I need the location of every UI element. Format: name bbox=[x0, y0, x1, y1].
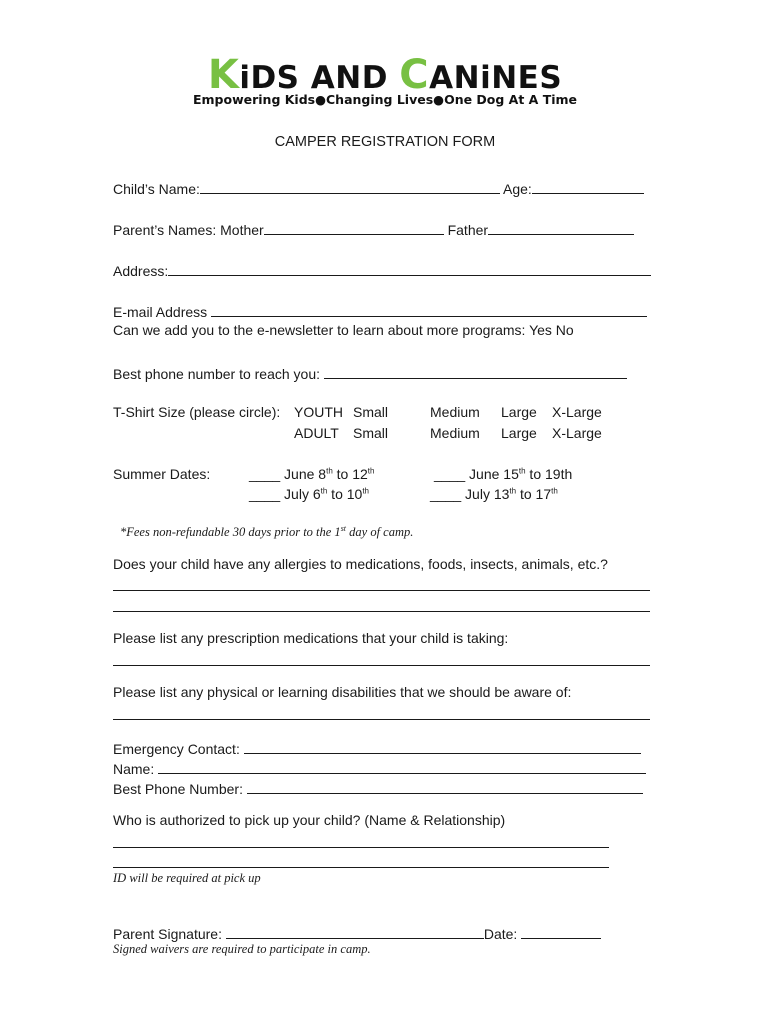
emergency-field[interactable] bbox=[244, 738, 641, 754]
date-blank[interactable]: ____ bbox=[249, 466, 281, 482]
name-row bbox=[113, 758, 646, 777]
date-end: to 19th bbox=[525, 466, 573, 482]
signature-field[interactable] bbox=[226, 923, 484, 939]
ordinal: th bbox=[551, 486, 558, 496]
date-blank[interactable]: ____ bbox=[430, 486, 462, 502]
allergies-question: Does your child have any allergies to medications, foods, insects, animals, etc.? bbox=[113, 556, 608, 572]
child-name-row bbox=[113, 178, 644, 197]
fee-note-text-end: day of camp. bbox=[346, 525, 414, 539]
date-option-june-15[interactable] bbox=[434, 466, 572, 482]
date-blank[interactable]: ____ bbox=[249, 486, 281, 502]
email-label: E-mail Address bbox=[113, 304, 208, 320]
father-label: Father bbox=[447, 222, 489, 238]
pickup-field-2[interactable] bbox=[113, 867, 609, 868]
address-field[interactable] bbox=[168, 260, 651, 276]
mother-field[interactable] bbox=[264, 219, 444, 235]
date-label: Date: bbox=[483, 926, 518, 942]
phone-label: Best phone number to reach you: bbox=[113, 366, 321, 382]
tshirt-label: T-Shirt Size (please circle): bbox=[113, 404, 281, 420]
disabilities-field[interactable] bbox=[113, 719, 650, 720]
date-end: to 10 bbox=[327, 486, 363, 502]
date-end: to 17 bbox=[516, 486, 552, 502]
tshirt-adult: ADULT bbox=[294, 425, 339, 441]
date-start: June 15 bbox=[469, 466, 519, 482]
ordinal: th bbox=[320, 486, 328, 496]
logo-text-anines: ANiNES bbox=[429, 60, 563, 96]
date-option-july-6[interactable] bbox=[249, 486, 369, 502]
fee-note-text: *Fees non-refundable 30 days prior to the 1 bbox=[120, 525, 341, 539]
ordinal: st bbox=[340, 523, 347, 533]
child-name-label: Child’s Name: bbox=[113, 181, 200, 197]
date-start: July 6 bbox=[284, 486, 321, 502]
date-option-june-8[interactable] bbox=[249, 466, 374, 482]
adult-small[interactable]: Small bbox=[353, 425, 389, 441]
logo-letter-k: K bbox=[207, 52, 240, 98]
name-label: Name: bbox=[113, 761, 155, 777]
medications-field[interactable] bbox=[113, 665, 650, 666]
date-start: July 13 bbox=[465, 486, 510, 502]
pickup-field-1[interactable] bbox=[113, 847, 609, 848]
id-note: ID will be required at pick up bbox=[113, 871, 261, 885]
summer-dates-label: Summer Dates: bbox=[113, 466, 211, 482]
phone-row bbox=[113, 363, 627, 382]
allergies-field-1[interactable] bbox=[113, 590, 650, 591]
youth-xlarge[interactable]: X-Large bbox=[552, 404, 602, 420]
waiver-note: Signed waivers are required to participate in camp. bbox=[113, 942, 371, 956]
ordinal: th bbox=[518, 466, 526, 476]
pickup-question: Who is authorized to pick up your child? (Name & Relationship) bbox=[113, 812, 506, 828]
ordinal: th bbox=[326, 466, 333, 476]
newsletter-question: Can we add you to the e-newsletter to learn about more programs: Yes No bbox=[113, 322, 574, 338]
youth-small[interactable]: Small bbox=[353, 404, 389, 420]
tshirt-youth: YOUTH bbox=[294, 404, 343, 420]
best-phone-field[interactable] bbox=[247, 778, 643, 794]
youth-large[interactable]: Large bbox=[501, 404, 537, 420]
age-label: Age: bbox=[503, 181, 532, 197]
mother-label: Parent’s Names: Mother bbox=[113, 222, 264, 238]
address-row bbox=[113, 260, 651, 279]
logo-text-ids-and: iDS AND bbox=[239, 60, 400, 96]
adult-xlarge[interactable]: X-Large bbox=[552, 425, 602, 441]
form-title: CAMPER REGISTRATION FORM bbox=[274, 134, 496, 150]
child-name-field[interactable] bbox=[200, 178, 500, 194]
allergies-field-2[interactable] bbox=[113, 611, 650, 612]
email-field[interactable] bbox=[211, 301, 647, 317]
best-phone-label: Best Phone Number: bbox=[113, 781, 243, 797]
logo-letter-c: C bbox=[399, 52, 430, 98]
disabilities-question: Please list any physical or learning disabilities that we should be aware of: bbox=[113, 684, 572, 700]
date-option-july-13[interactable] bbox=[430, 486, 558, 502]
date-start: June 8 bbox=[284, 466, 327, 482]
logo-tagline: Empowering Kids●Changing Lives●One Dog At A Time bbox=[192, 92, 578, 107]
adult-large[interactable]: Large bbox=[501, 425, 537, 441]
age-field[interactable] bbox=[532, 178, 644, 194]
date-blank[interactable]: ____ bbox=[434, 466, 466, 482]
signature-label: Parent Signature: bbox=[113, 926, 222, 942]
address-label: Address: bbox=[113, 263, 169, 279]
date-end: to 12 bbox=[332, 466, 368, 482]
date-field[interactable] bbox=[521, 923, 601, 939]
emergency-row bbox=[113, 738, 641, 757]
phone-field[interactable] bbox=[324, 363, 627, 379]
ordinal: th bbox=[362, 486, 369, 496]
medications-question: Please list any prescription medications that your child is taking: bbox=[113, 630, 509, 646]
father-field[interactable] bbox=[488, 219, 634, 235]
parents-row bbox=[113, 219, 634, 238]
emergency-label: Emergency Contact: bbox=[113, 741, 240, 757]
signature-row bbox=[113, 923, 601, 942]
youth-medium[interactable]: Medium bbox=[430, 404, 480, 420]
best-phone-row bbox=[113, 778, 643, 797]
name-field[interactable] bbox=[158, 758, 646, 774]
adult-medium[interactable]: Medium bbox=[430, 425, 480, 441]
ordinal: th bbox=[509, 486, 517, 496]
ordinal: th bbox=[367, 466, 375, 476]
fee-note bbox=[120, 525, 413, 540]
email-row bbox=[113, 301, 647, 320]
